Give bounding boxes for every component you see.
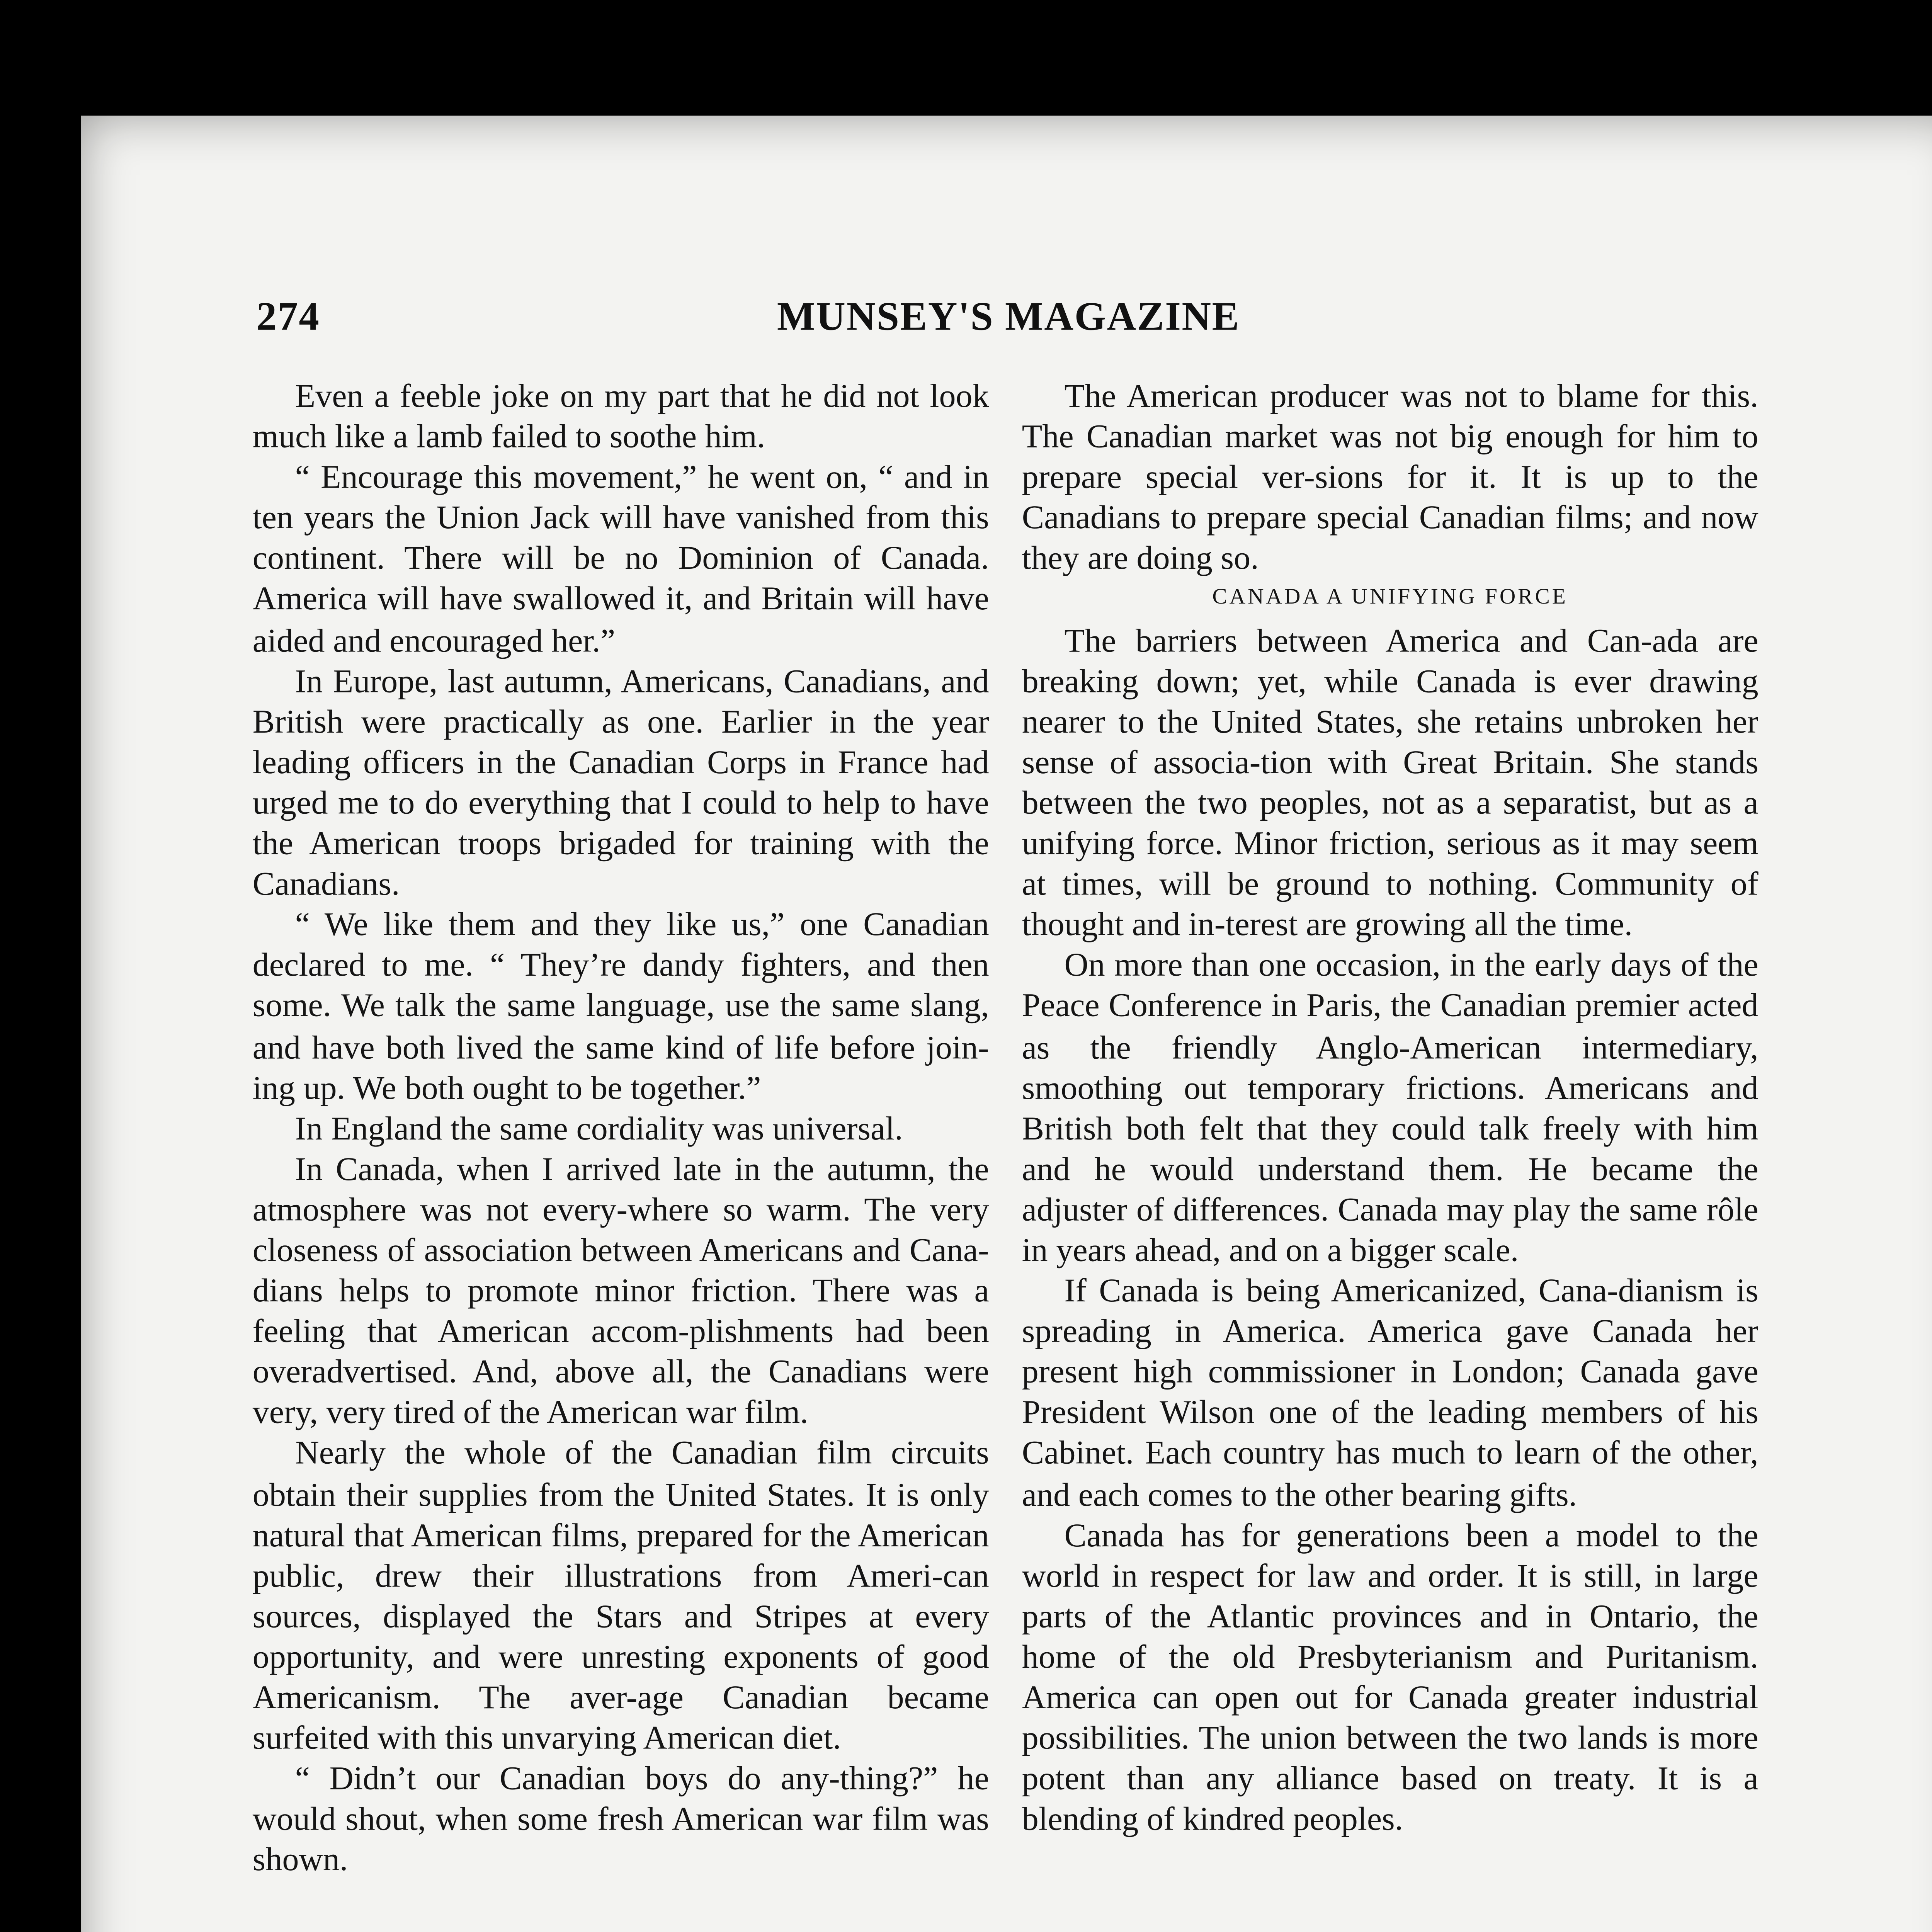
right-column [1022,376,1759,1840]
paragraph: In Canada, when I arrived late in the autumn, the atmosphere was not every-where so warm. The very closeness of association between Americans and Cana-dians helps to promote minor friction. There was a feeling that American accom-plishments had been overadvertised. And, above all, the Canadians were very, very tired of the American war film. [252,1150,989,1432]
paragraph: Canada has for generations been a model to the world in respect for law and order. It is still, in large parts of the Atlantic provinces and in Ontario, the home of the old Presbyterianism and Puritanism. America can open out for Canada greater industrial possibilities. The union between the two lands is more potent than any alliance based on treaty. It is a blending of kindred peoples. [1022,1517,1759,1838]
magazine-title: MUNSEY'S MAGAZINE [777,293,1240,340]
paragraph: On more than one occasion, in the early days of the Peace Conference in Paris, the Canadian premier acted as the friendly Anglo-American intermediary, smoothing out temporary frictions. Americans and British both felt that they could talk freely with him and he would understand them. He became the adjuster of differences. Canada may play the same rôle in years ahead, and on a bigger scale. [1022,947,1759,1269]
paragraph: The American producer was not to blame for this. The Canadian market was not big enough for him to prepare special ver-sions for it. It is up to the Canadians to prepare special Canadian films; and now they are doing so. [1022,378,1759,577]
paragraph: Even a feeble joke on my part that he did not look much like a lamb failed to soothe him. [252,378,989,456]
paragraph: If Canada is being Americanized, Cana-dianism is spreading in America. America gave Canada her present high commissioner in London; Canada gave President Wilson one of the leading members of his Cabinet. Each country has much to learn of the other, and each comes to the other bearing gifts. [1022,1272,1759,1513]
paragraph: In England the same cordiality was universal. [295,1110,903,1147]
paragraph: “ We like them and they like us,” one Canadian declared to me. “ They’re dandy fighters, and then some. We talk the same language, use the same slang, and have both lived the same kind of life before join-ing up. We both ought to be together.” [252,906,989,1106]
page-number: 274 [256,293,320,340]
paragraph: “ Didn’t our Canadian boys do any-thing?” he would shout, when some fresh American war film was shown. [252,1760,989,1879]
paragraph: Nearly the whole of the Canadian film circuits obtain their supplies from the United States. It is only natural that American films, prepared for the American public, drew their illustrations from Ameri-can sources, displayed the Stars and Stripes at every opportunity, and were unresting exponents of good Americanism. The aver-age Canadian became surfeited with this unvarying American diet. [252,1435,989,1757]
section-subheading: CANADA A UNIFYING FORCE [1212,587,1568,611]
paragraph: The barriers between America and Can-ada are breaking down; yet, while Canada is ever drawing nearer to the United States, she retains unbroken her sense of associa-tion with Great Britain. She stands between the two peoples, not as a separatist, but as a unifying force. Minor friction, serious as it may seem at times, will be ground to nothing. Community of thought and in-terest are growing all the time. [1022,622,1759,944]
paragraph: In Europe, last autumn, Americans, Canadians, and British were practically as one. Earlier in the year leading officers in the Canadian Corps in France had urged me to do everything that I could to help to have the American troops brigaded for training with the Canadians. [252,662,989,903]
left-column [253,376,989,1881]
paragraph: “ Encourage this movement,” he went on, “ and in ten years the Union Jack will have vanished from this continent. There will be no Dominion of Canada. America will have swallowed it, and Britain will have aided and encouraged her.” [252,459,989,659]
